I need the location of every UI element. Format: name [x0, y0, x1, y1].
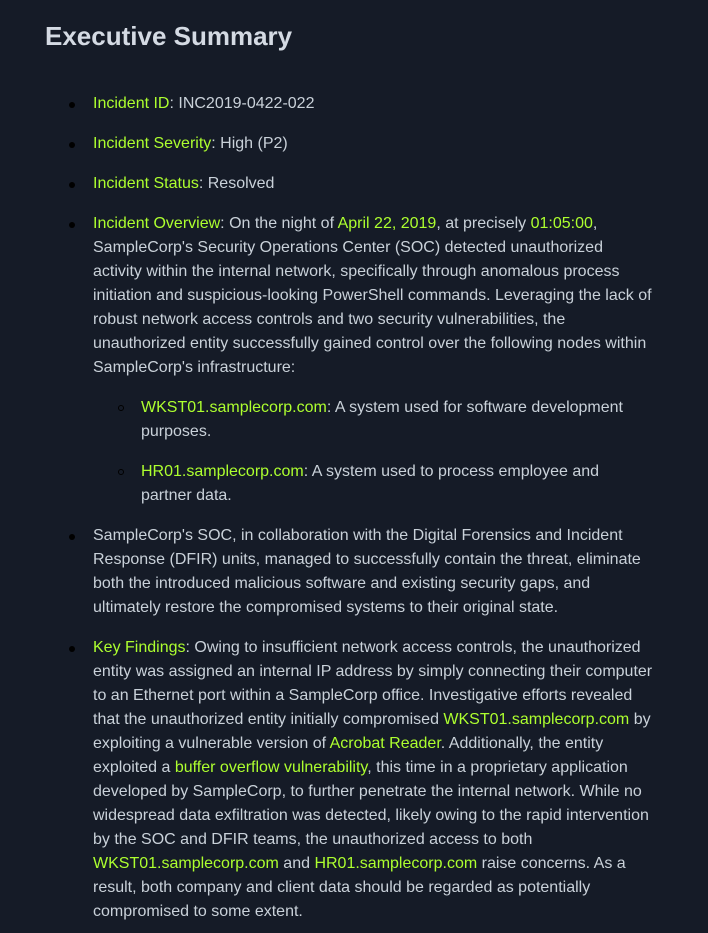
key-findings-label: Key Findings	[93, 639, 186, 656]
key-findings-host-2: WKST01.samplecorp.com	[93, 855, 279, 872]
node-item	[141, 396, 653, 444]
key-findings-text-5: and	[278, 855, 315, 872]
incident-status-separator: :	[198, 175, 208, 192]
compromised-nodes-list	[93, 396, 653, 508]
list-item-key-findings	[93, 636, 653, 924]
key-findings-text-2: by exploiting a vulnerable version of	[93, 711, 651, 752]
incident-severity-label: Incident Severity	[93, 135, 212, 152]
node-item	[141, 460, 653, 508]
key-findings-host-1: WKST01.samplecorp.com	[443, 711, 630, 728]
list-item-incident-overview	[93, 212, 653, 508]
overview-time: 01:05:00	[530, 215, 593, 232]
overview-label: Incident Overview	[93, 215, 221, 232]
key-findings-app: Acrobat Reader	[329, 735, 441, 752]
list-item-incident-status	[93, 172, 653, 196]
incident-status-value: Resolved	[207, 175, 275, 192]
summary-list	[45, 92, 653, 924]
overview-text-2: , at precisely	[436, 215, 531, 232]
list-item-containment	[93, 524, 653, 620]
key-findings-text-4: , this time in a proprietary application developed by SampleCorp, to further penetrate the internal network. While no widespread data exfiltration was detected, likely owing to the rapid intervention by the SOC and DFIR teams, the unauthorized access to both	[93, 759, 649, 848]
page-title: Executive Summary	[45, 21, 293, 51]
containment-text: SampleCorp's SOC, in collaboration with the Digital Forensics and Incident Response (DFIR) units, managed to successfully contain the threat, eliminate both the introduced malicious software and existing security gaps, and ultimately restore the compromised systems to their original state.	[93, 527, 641, 616]
incident-severity-value: High (P2)	[220, 135, 288, 152]
incident-id-separator: :	[169, 95, 179, 112]
node-description: : A system used for software development purposes.	[141, 399, 623, 440]
overview-date: April 22, 2019	[337, 215, 437, 232]
key-findings-text-3: . Additionally, the entity exploited a	[93, 735, 604, 776]
incident-id-label: Incident ID	[93, 95, 170, 112]
key-findings-vulnerability: buffer overflow vulnerability	[174, 759, 368, 776]
node-description: : A system used to process employee and partner data.	[141, 463, 600, 504]
overview-text-1: : On the night of	[220, 215, 338, 232]
incident-status-label: Incident Status	[93, 175, 199, 192]
incident-id-value: INC2019-0422-022	[178, 95, 315, 112]
incident-severity-separator: :	[211, 135, 221, 152]
key-findings-host-3: HR01.samplecorp.com	[314, 855, 478, 872]
list-item-incident-id	[93, 92, 653, 116]
overview-text-3: , SampleCorp's Security Operations Center (SOC) detected unauthorized activity within the internal network, specifically through anomalous process initiation and suspicious-looking PowerShell commands. Leveraging the lack of robust network access controls and two security vulnerabilities, the unauthorized entity successfully gained control over the following nodes within SampleCorp's infrastructure:	[93, 215, 652, 376]
key-findings-text-1: : Owing to insufficient network access controls, the unauthorized entity was assigned an internal IP address by simply connecting their computer to an Ethernet port within a SampleCorp office. Investigative efforts revealed that the unauthorized entity initially compromised	[93, 639, 653, 728]
key-findings-text-6: raise concerns. As a result, both company and client data should be regarded as potentially compromised to some extent.	[93, 855, 626, 920]
node-hostname: WKST01.samplecorp.com	[141, 399, 327, 416]
node-hostname: HR01.samplecorp.com	[141, 463, 304, 480]
list-item-incident-severity	[93, 132, 653, 156]
